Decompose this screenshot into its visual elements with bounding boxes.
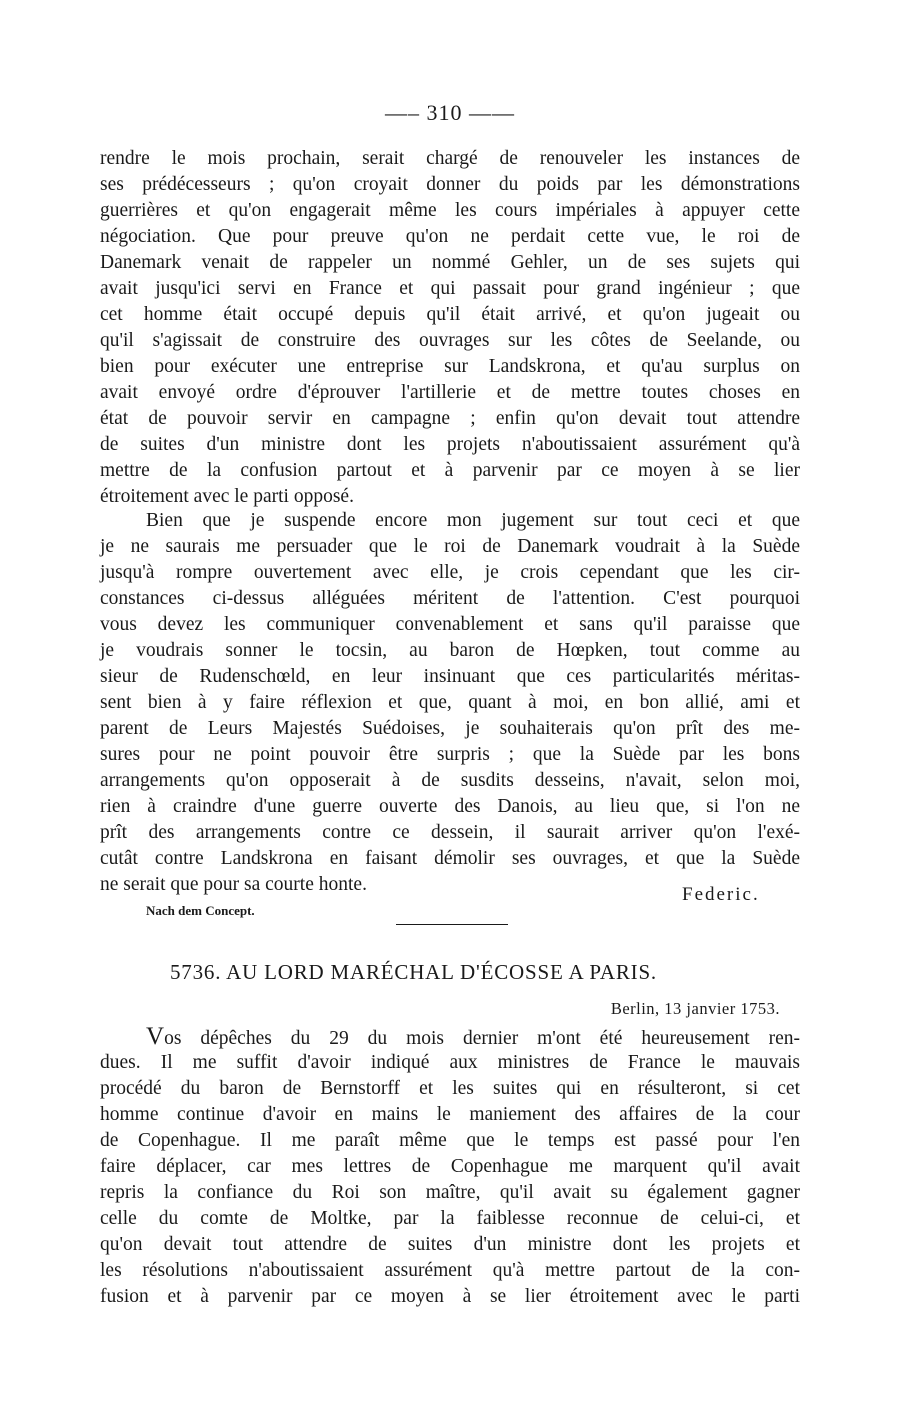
- text-line: rien à craindre d'une guerre ouverte des Danois, au lieu que, si l'on ne: [100, 796, 800, 817]
- dropcap: V: [146, 1023, 165, 1050]
- text-line: rendre le mois prochain, serait chargé de renouveler les instances de: [100, 148, 800, 169]
- text-line: dues. Il me suffit d'avoir indiqué aux ministres de France le mauvais: [100, 1052, 800, 1073]
- text-line: repris la confiance du Roi son maître, qu'il avait su également gagner: [100, 1182, 800, 1203]
- text-line: sieur de Rudenschœld, en leur insinuant que ces particularités méritas-: [100, 666, 800, 687]
- text-line: faire déplacer, car mes lettres de Copenhague me marquent qu'il avait: [100, 1156, 800, 1177]
- first-line-text: os dépêches du 29 du mois dernier m'ont été heureusement ren-: [164, 1028, 800, 1049]
- text-line: prît des arrangements contre ce dessein, il saurait arriver qu'on l'exé-: [100, 822, 800, 843]
- text-line: de suites d'un ministre dont les projets n'aboutissaient assurément qu'à: [100, 434, 800, 455]
- text-line: ne serait que pour sa courte honte.: [100, 874, 367, 895]
- text-line: homme continue d'avoir en mains le maniement des affaires de la cour: [100, 1104, 800, 1125]
- letter-5735-paragraph-1: [100, 146, 800, 510]
- text-line: cutât contre Landskrona en faisant démolir ses ouvrages, et que la Suède: [100, 848, 800, 869]
- text-line: je ne saurais me persuader que le roi de Danemark voudrait à la Suède: [100, 536, 800, 557]
- page-number: —– 310 ——: [385, 100, 515, 125]
- dateline: Berlin, 13 janvier 1753.: [610, 999, 780, 1018]
- text-line: négociation. Que pour preuve qu'on ne perdait cette vue, le roi de: [100, 226, 800, 247]
- text-line: ses prédécesseurs ; qu'on croyait donner du poids par les démonstrations: [100, 174, 800, 195]
- text-line: sures pour ne point pouvoir être surpris ; que la Suède par les bons: [100, 744, 800, 765]
- text-line: constances ci-dessus alléguées méritent de l'attention. C'est pourquoi: [100, 588, 800, 609]
- section-divider: [396, 924, 508, 925]
- text-line: qu'on devait tout attendre de suites d'un ministre dont les projets et: [100, 1234, 800, 1255]
- source-note: Nach dem Concept.: [146, 903, 255, 918]
- letter-5736-paragraph-1: [100, 1024, 800, 1310]
- letter-heading: 5736. AU LORD MARÉCHAL D'ÉCOSSE A PARIS.: [170, 960, 657, 984]
- text-line: je voudrais sonner le tocsin, au baron de Hœpken, tout comme au: [100, 640, 800, 661]
- text-line: les résolutions n'aboutissaient assurément qu'à mettre partout de la con-: [100, 1260, 800, 1281]
- text-line: sent bien à y faire réflexion et que, quant à moi, en bon allié, ami et: [100, 692, 800, 713]
- text-line: état de pouvoir servir en campagne ; enfin qu'on devait tout attendre: [100, 408, 800, 429]
- text-line: [100, 1024, 800, 1050]
- text-line: étroitement avec le parti opposé.: [100, 486, 354, 507]
- text-line: procédé du baron de Bernstorff et les suites qui en résulteront, si cet: [100, 1078, 800, 1099]
- text-line: arrangements qu'on opposerait à de susdits desseins, n'avait, selon moi,: [100, 770, 800, 791]
- text-line: cet homme était occupé depuis qu'il était arrivé, et qu'on jugeait ou: [100, 304, 800, 325]
- text-line: mettre de la confusion partout et à parvenir par ce moyen à se lier: [100, 460, 800, 481]
- text-line: Danemark venait de rappeler un nommé Gehler, un de ses sujets qui: [100, 252, 800, 273]
- text-line: vous devez les communiquer convenablement et sans qu'il paraisse que: [100, 614, 800, 635]
- text-line: bien pour exécuter une entreprise sur Landskrona, et qu'au surplus on: [100, 356, 800, 377]
- text-line: qu'il s'agissait de construire des ouvrages sur les côtes de Seelande, ou: [100, 330, 800, 351]
- text-line: celle du comte de Moltke, par la faiblesse reconnue de celui-ci, et: [100, 1208, 800, 1229]
- text-line: de Copenhague. Il me paraît même que le temps est passé pour l'en: [100, 1130, 800, 1151]
- text-line: guerrières et qu'on engagerait même les cours impériales à appuyer cette: [100, 200, 800, 221]
- text-line: avait jusqu'ici servi en France et qui passait pour grand ingénieur ; que: [100, 278, 800, 299]
- text-line: avait envoyé ordre d'éprouver l'artillerie et de mettre toutes choses en: [100, 382, 800, 403]
- signature: Federic.: [682, 884, 760, 905]
- text-line: Bien que je suspende encore mon jugement sur tout ceci et que: [146, 510, 800, 531]
- letter-5735-paragraph-2: [100, 508, 800, 898]
- text-line: jusqu'à rompre ouvertement avec elle, je crois cependant que les cir-: [100, 562, 800, 583]
- text-line: parent de Leurs Majestés Suédoises, je souhaiterais qu'on prît des me-: [100, 718, 800, 739]
- text-line: fusion et à parvenir par ce moyen à se lier étroitement avec le parti: [100, 1286, 800, 1307]
